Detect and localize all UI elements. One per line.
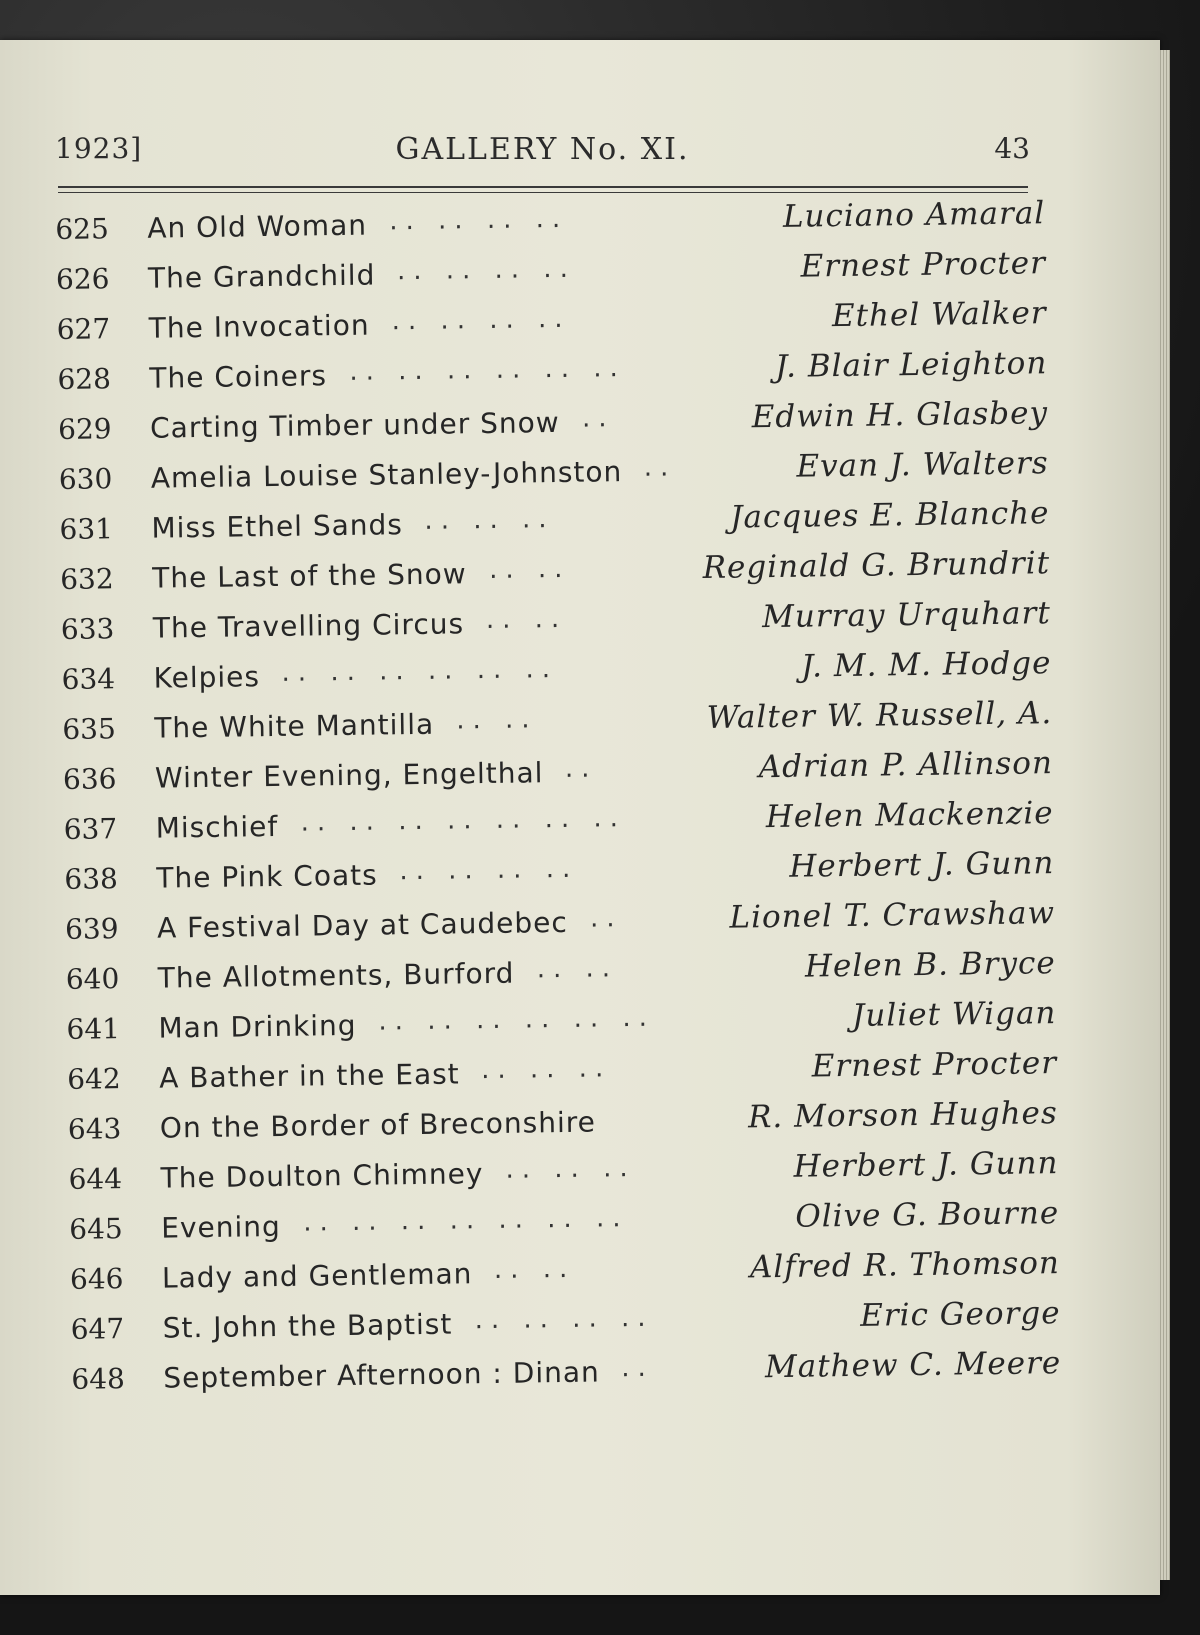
entry-number: 640 — [65, 962, 120, 996]
entry-artist: J. Blair Leighton — [774, 345, 1048, 385]
leader-dots: .. — [581, 403, 615, 434]
leader-dots: .. .. — [485, 603, 568, 636]
entry-number: 646 — [69, 1262, 124, 1296]
entry-title: Kelpies — [153, 660, 261, 695]
entry-number: 638 — [64, 862, 119, 896]
entry-title: The Coiners — [149, 359, 328, 395]
entry-number: 637 — [63, 812, 118, 846]
leader-dots: .. .. — [536, 953, 619, 985]
leader-dots: .. .. .. .. — [399, 853, 579, 887]
leader-dots: .. .. — [456, 704, 538, 736]
entry-number: 647 — [70, 1312, 125, 1346]
entry-artist: Ernest Procter — [811, 1045, 1058, 1085]
leader-dots: .. .. .. — [505, 1152, 636, 1185]
entry-number: 626 — [55, 262, 110, 296]
catalogue-list — [55, 191, 1062, 1405]
entry-title: Evening — [161, 1209, 282, 1245]
leader-dots: .. .. .. — [424, 504, 555, 536]
page-edge — [1158, 50, 1170, 1580]
entry-number: 634 — [61, 662, 116, 696]
entry-title: The Allotments, Burford — [157, 956, 515, 995]
entry-number: 636 — [62, 762, 117, 796]
entry-title: On the Border of Breconshire — [159, 1105, 597, 1145]
entry-artist: Murray Urquhart — [761, 595, 1052, 636]
leader-dots: .. .. .. .. — [396, 253, 577, 287]
entry-artist: Herbert J. Gunn — [793, 1145, 1059, 1185]
entry-artist: Luciano Amaral — [782, 195, 1046, 235]
entry-title: The Invocation — [148, 308, 370, 345]
leader-dots: .. .. .. .. — [474, 1302, 654, 1336]
entry-artist: Edwin H. Glasbey — [751, 395, 1049, 436]
entry-title: St. John the Baptist — [162, 1307, 453, 1345]
leader-dots: .. .. .. .. — [389, 203, 569, 237]
entry-number: 632 — [59, 562, 114, 596]
entry-artist: J. M. M. Hodge — [800, 645, 1052, 685]
entry-number: 630 — [58, 462, 113, 496]
entry-artist: Walter W. Russell, A. — [706, 695, 1053, 736]
entry-artist: Herbert J. Gunn — [789, 845, 1055, 885]
entry-number: 627 — [56, 312, 111, 346]
entry-artist: Adrian P. Allinson — [758, 745, 1054, 786]
entry-number: 628 — [57, 362, 112, 396]
entry-title: The Pink Coats — [156, 858, 378, 895]
entry-number: 648 — [71, 1362, 126, 1396]
entry-number: 645 — [69, 1212, 123, 1246]
entry-title: A Festival Day at Caudebec — [156, 905, 568, 945]
entry-artist: Eric George — [859, 1295, 1061, 1334]
entry-title: Amelia Louise Stanley-Johnston — [150, 455, 623, 495]
entry-title: An Old Woman — [147, 208, 368, 245]
entry-artist: Evan J. Walters — [796, 445, 1049, 485]
leader-dots: .. .. .. .. .. .. — [281, 654, 559, 688]
entry-artist: Jacques E. Blanche — [729, 495, 1050, 536]
entry-artist: Helen Mackenzie — [765, 795, 1054, 836]
entry-title: The Travelling Circus — [152, 607, 465, 645]
entry-title: A Bather in the East — [158, 1057, 460, 1095]
page-number: 43 — [994, 132, 1030, 165]
entry-title: Man Drinking — [158, 1008, 357, 1045]
leader-dots: .. — [621, 1352, 655, 1384]
entry-number: 641 — [66, 1012, 121, 1046]
entry-title: The White Mantilla — [154, 707, 435, 745]
entry-artist: Alfred R. Thomson — [749, 1245, 1061, 1286]
entry-artist: Ernest Procter — [800, 245, 1047, 285]
header-year: 1923] — [55, 132, 143, 165]
entry-title: Miss Ethel Sands — [151, 508, 404, 545]
entry-number: 635 — [62, 712, 117, 746]
leader-dots: .. .. .. .. .. .. .. — [303, 1203, 629, 1238]
leader-dots: .. — [643, 452, 677, 483]
entry-title: The Doulton Chimney — [160, 1157, 484, 1195]
entry-number: 639 — [64, 912, 119, 946]
entry-title: Lady and Gentleman — [161, 1257, 473, 1295]
entry-title: Mischief — [155, 809, 279, 845]
entry-number: 644 — [68, 1162, 123, 1196]
entry-artist: Helen B. Bryce — [804, 945, 1056, 985]
running-header — [55, 132, 1030, 174]
entry-title: Winter Evening, Engelthal — [154, 756, 544, 795]
entry-number: 629 — [57, 412, 112, 446]
entry-artist: Ethel Walker — [831, 295, 1047, 335]
leader-dots: .. .. .. .. .. .. — [378, 1002, 656, 1037]
entry-number: 631 — [59, 512, 114, 546]
entry-artist: Juliet Wigan — [851, 995, 1057, 1034]
leader-dots: .. .. .. — [480, 1053, 612, 1086]
entry-artist: Lionel T. Crawshaw — [729, 895, 1056, 936]
entry-artist: Olive G. Bourne — [795, 1195, 1060, 1235]
entry-artist: Mathew C. Meere — [764, 1345, 1062, 1386]
leader-dots: .. .. — [488, 553, 571, 585]
leader-dots: .. — [589, 903, 623, 934]
leader-dots: .. .. .. .. — [391, 303, 571, 337]
entry-artist: R. Morson Hughes — [747, 1095, 1059, 1136]
entry-title: The Last of the Snow — [151, 557, 467, 595]
leader-dots: .. .. .. .. .. .. .. — [300, 803, 627, 838]
gallery-title: GALLERY No. XI. — [395, 132, 690, 167]
entry-artist: Reginald G. Brundrit — [702, 545, 1051, 586]
entry-number: 625 — [55, 212, 110, 246]
entry-title: The Grandchild — [147, 258, 376, 295]
leader-dots: .. — [564, 753, 598, 784]
leader-dots: .. .. — [493, 1253, 576, 1285]
leader-dots: .. .. .. .. .. .. — [349, 353, 627, 387]
entry-title: September Afternoon : Dinan — [163, 1355, 600, 1395]
entry-title: Carting Timber under Snow — [149, 405, 560, 445]
header-rule — [58, 186, 1028, 188]
entry-number: 633 — [60, 612, 115, 646]
entry-number: 642 — [66, 1062, 121, 1096]
entry-number: 643 — [67, 1112, 122, 1146]
